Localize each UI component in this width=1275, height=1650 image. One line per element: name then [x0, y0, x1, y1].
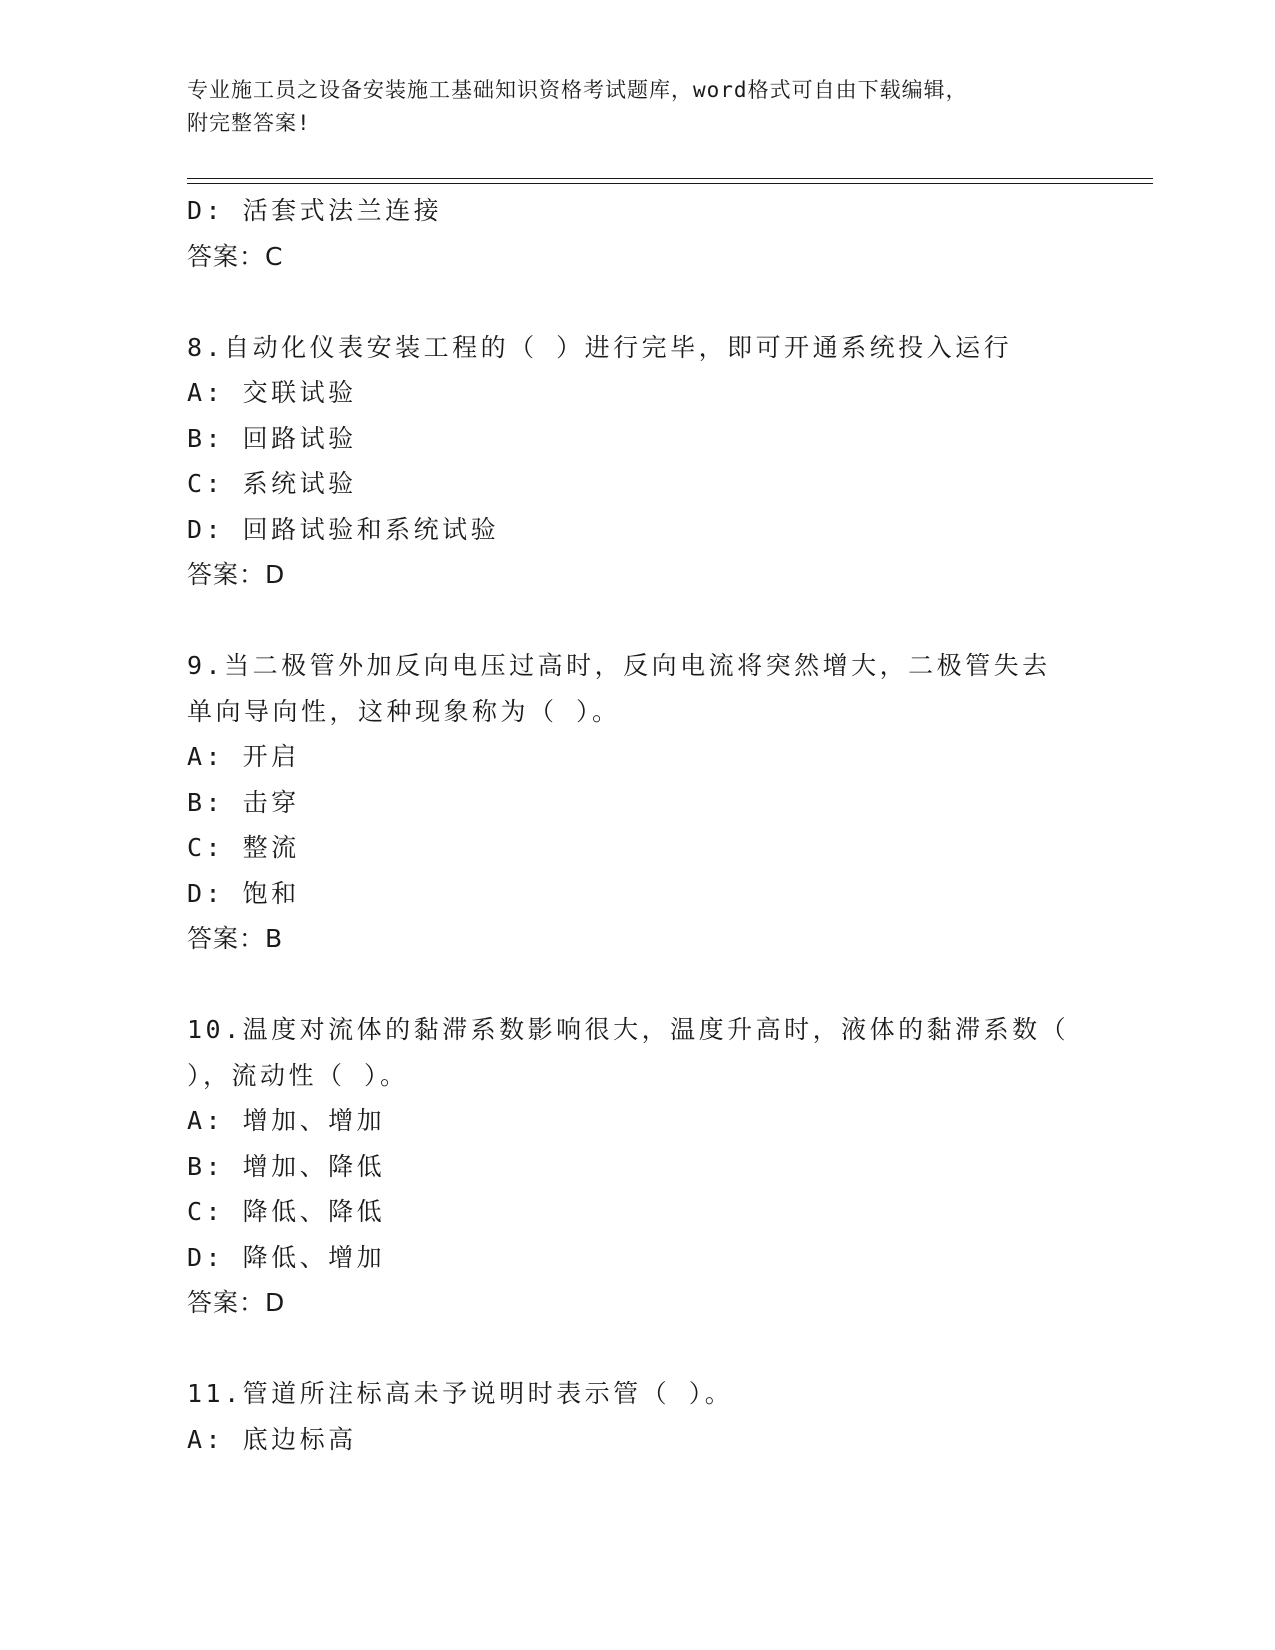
- question-list: [187, 188, 1087, 1462]
- option-a: A: 增加、增加: [187, 1106, 386, 1135]
- question-9: [187, 643, 1087, 962]
- option-c: C: 整流: [187, 833, 300, 862]
- spacer: [187, 279, 1087, 325]
- question-stem: 8.自动化仪表安装工程的（ ）进行完毕，即可开通系统投入运行: [187, 332, 1013, 362]
- spacer: [187, 1326, 1087, 1372]
- page-header: [187, 74, 1067, 140]
- header-divider-top: [187, 178, 1153, 179]
- option-d: D: 降低、增加: [187, 1242, 386, 1272]
- spacer: [187, 598, 1087, 644]
- answer: 答案：C: [187, 241, 284, 271]
- option-d: D: 回路试验和系统试验: [187, 514, 500, 544]
- question-11: [187, 1371, 1087, 1462]
- answer: 答案：D: [187, 560, 286, 589]
- option-b: B: 回路试验: [187, 423, 357, 453]
- question-stem-line-2: ），流动性（ ）。: [187, 1060, 409, 1090]
- header-divider-bottom: [187, 183, 1153, 184]
- answer: 答案：D: [187, 1288, 286, 1317]
- question-7-tail: [187, 188, 1087, 279]
- option-a: A: 开启: [187, 742, 300, 771]
- option-d: D: 饱和: [187, 878, 300, 908]
- question-stem-line-1: 10.温度对流体的黏滞系数影响很大，温度升高时，液体的黏滞系数（: [187, 1015, 1070, 1044]
- question-8: [187, 325, 1087, 598]
- option-a: A: 底边标高: [187, 1424, 357, 1454]
- option-c: C: 系统试验: [187, 469, 357, 498]
- spacer: [187, 962, 1087, 1008]
- question-stem-line-2: 单向导向性，这种现象称为（ ）。: [187, 696, 621, 726]
- option-b: B: 击穿: [187, 787, 300, 817]
- question-stem-line-1: 9.当二极管外加反向电压过高时，反向电流将突然增大，二极管失去: [187, 651, 1051, 680]
- header-title-line-2: 附完整答案!: [187, 111, 311, 135]
- header-title-line-1: 专业施工员之设备安装施工基础知识资格考试题库，word格式可自由下载编辑，: [187, 78, 968, 102]
- question-stem: 11.管道所注标高未予说明时表示管（ ）。: [187, 1379, 734, 1408]
- question-10: [187, 1007, 1087, 1326]
- option-a: A: 交联试验: [187, 378, 357, 407]
- option-d: D: 活套式法兰连接: [187, 196, 443, 225]
- option-b: B: 增加、降低: [187, 1151, 386, 1181]
- option-c: C: 降低、降低: [187, 1197, 386, 1226]
- answer: 答案：B: [187, 924, 284, 953]
